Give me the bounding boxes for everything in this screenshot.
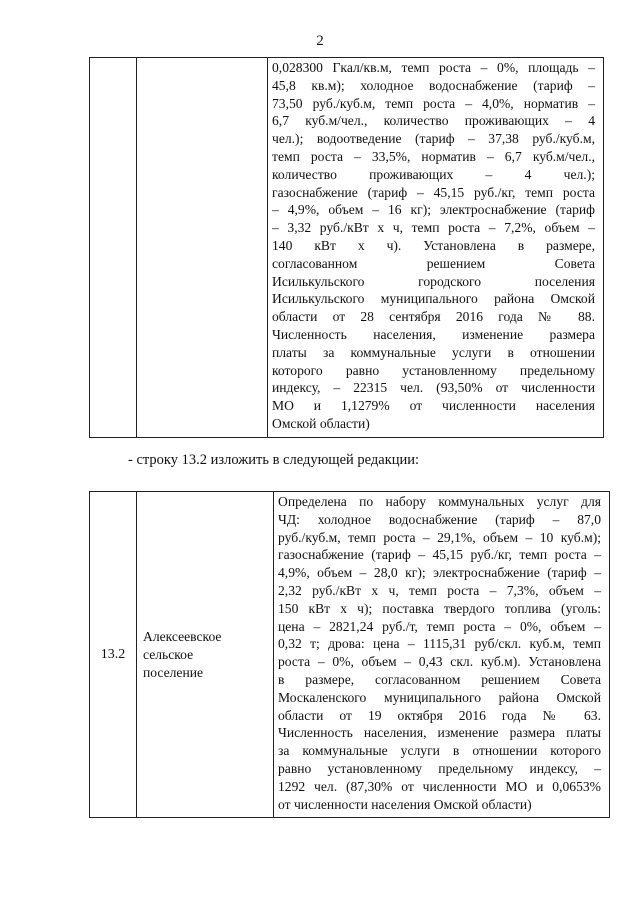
text-line: 45,8 кв.м); холодное водоснабжение (тариф –: [272, 77, 595, 93]
text-line: Численность населения, изменение размера: [272, 326, 595, 342]
text-line: – 3,32 руб./кВт х ч, темп роста – 7,2%, объем –: [272, 220, 595, 236]
text-line: газоснабжение (тариф – 45,15 руб./кг, темп роста: [272, 184, 595, 200]
text-line: в размере, согласованном решением Совета: [278, 671, 601, 687]
text-line: 0,32 т; дрова: цена – 1115,31 руб/скл. куб.м, темп: [278, 636, 601, 652]
text-line: Численность населения, изменение размера платы: [278, 725, 601, 741]
text-line: Исилькульского муниципального района Омской: [272, 291, 595, 307]
text-line: 150 кВт х ч); поставка твердого топлива (уголь:: [278, 600, 601, 616]
description-text: [274, 492, 609, 817]
text-line: МО и 1,1279% от численности населения: [272, 398, 595, 414]
text-line: 6,7 куб.м/чел., количество проживающих – 4: [272, 113, 595, 129]
text-line: роста – 0%, объем – 0,43 скл. куб.м). Установлена: [278, 654, 601, 670]
municipality-name-cell: [137, 58, 268, 438]
text-line: Москаленского муниципального района Омской: [278, 689, 601, 705]
text-line: ЧД: холодное водоснабжение (тариф – 87,0: [278, 511, 601, 527]
text-line: руб./куб.м, темп роста – 29,1%, объем – 10 куб.м);: [278, 529, 601, 545]
municipality-name-cell: [137, 492, 274, 818]
text-line: темп роста – 33,5%, норматив – 6,7 куб.м/чел.,: [272, 148, 595, 164]
text-line: согласованном решением Совета: [272, 255, 595, 271]
text-line: платы за коммунальные услуги в отношении: [272, 344, 595, 360]
table-row-13-2: [89, 491, 610, 818]
text-line: за коммунальные услуги в отношении которого: [278, 743, 601, 759]
table-row: [90, 492, 610, 818]
page-number: 2: [316, 33, 324, 49]
text-line: индексу, – 22315 чел. (93,50% от численности: [272, 380, 595, 396]
description-cell: [274, 492, 610, 818]
text-line: области от 19 октября 2016 года № 63.: [278, 707, 601, 723]
text-line: 2,32 руб./кВт х ч, темп роста – 7,3%, объем –: [278, 582, 601, 598]
text-line: 4,9%, объем – 28,0 кг); электроснабжение (тариф –: [278, 565, 601, 581]
text-line: газоснабжение (тариф – 45,15 руб./кг, темп роста –: [278, 547, 601, 563]
text-line: цена – 2821,24 руб./т, темп роста – 0%, объем –: [278, 618, 601, 634]
continued-table-row: [89, 57, 604, 438]
row-number-cell: [90, 58, 137, 438]
text-line: Определена по набору коммунальных услуг для: [278, 494, 601, 509]
table-row: [90, 58, 604, 438]
municipality-name: [143, 628, 273, 681]
text-line: которого равно установленному предельному: [272, 362, 595, 378]
text-line: Исилькульского городского поселения: [272, 273, 595, 289]
row-number-cell: 13.2: [90, 492, 137, 818]
description-text: [268, 58, 603, 437]
text-line: чел.); водоотведение (тариф – 37,38 руб./куб.м,: [272, 131, 595, 147]
text-line: 1292 чел. (87,30% от численности МО и 0,0653%: [278, 778, 601, 794]
text-line: от численности населения Омской области): [278, 796, 532, 812]
text-line: равно установленному предельному индексу, –: [278, 760, 601, 776]
text-line: – 4,9%, объем – 16 кг); электроснабжение (тариф: [272, 202, 595, 218]
text-line: количество проживающих – 4 чел.);: [272, 166, 595, 182]
text-line: сельское: [143, 646, 194, 662]
amendment-instruction: - строку 13.2 изложить в следующей редакции:: [128, 452, 420, 468]
text-line: области от 28 сентября 2016 года № 88.: [272, 309, 595, 325]
text-line: поселение: [143, 664, 204, 680]
text-line: 73,50 руб./куб.м, темп роста – 4,0%, норматив –: [272, 95, 595, 111]
text-line: Алексеевское: [143, 628, 222, 644]
text-line: 140 кВт х ч). Установлена в размере,: [272, 237, 595, 253]
description-cell: [268, 58, 604, 438]
text-line: 0,028300 Гкал/кв.м, темп роста – 0%, площадь –: [272, 60, 595, 75]
text-line: Омской области): [272, 415, 370, 431]
